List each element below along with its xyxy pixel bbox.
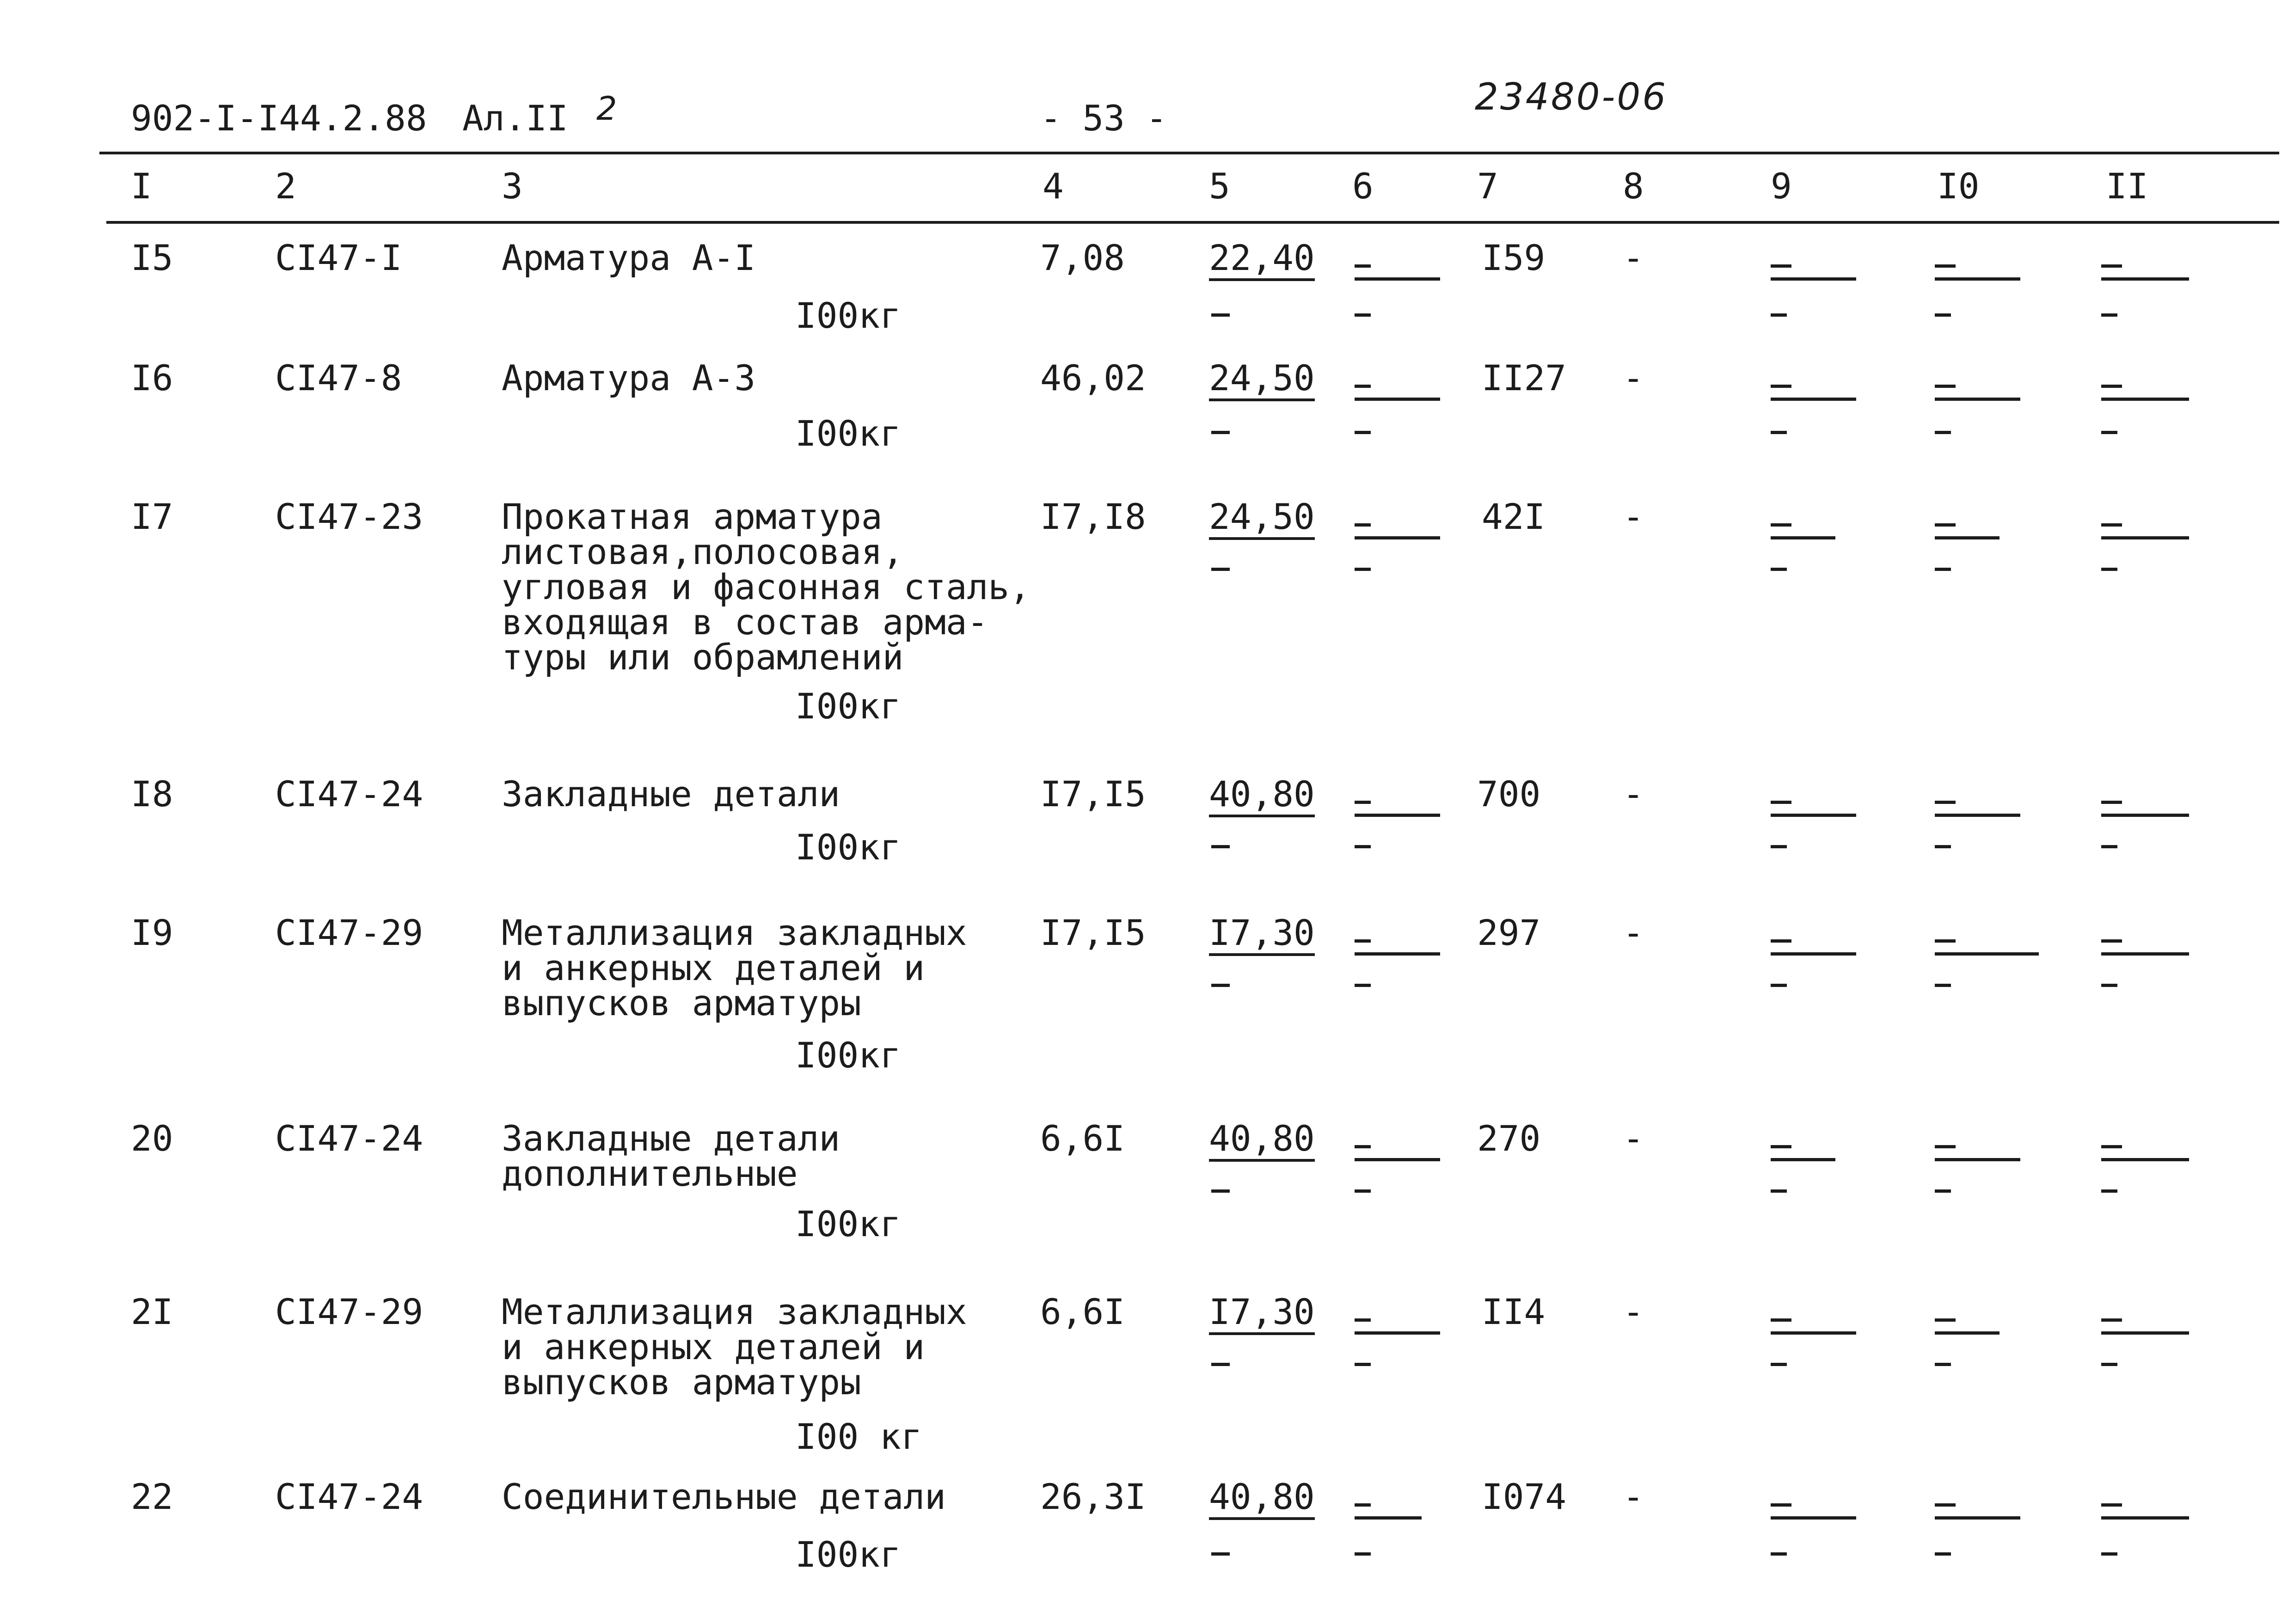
unit-price: 40,80 xyxy=(1209,777,1315,817)
col11-dash-bottom xyxy=(2101,431,2117,434)
col6-dash-top xyxy=(1355,1145,1371,1148)
col10-dash-top xyxy=(1935,523,1956,527)
col9-rule xyxy=(1771,536,1835,539)
col6-rule xyxy=(1355,1331,1440,1335)
col6-dash-top xyxy=(1355,939,1371,943)
col-header-5: 5 xyxy=(1209,165,1230,207)
norm-code: CI47-24 xyxy=(275,1118,423,1159)
col9-rule xyxy=(1771,1331,1856,1335)
col-header-3: 3 xyxy=(502,165,523,207)
col-header-8: 8 xyxy=(1623,165,1644,207)
col9-dash-bottom xyxy=(1771,313,1787,317)
col8-value: - xyxy=(1623,496,1644,537)
price-second-dash xyxy=(1211,568,1230,571)
col11-dash-top xyxy=(2101,801,2122,804)
col9-dash-top xyxy=(1771,523,1791,527)
col10-dash-bottom xyxy=(1935,984,1951,987)
col6-dash-bottom xyxy=(1355,568,1371,571)
price-second-dash xyxy=(1211,431,1230,434)
work-description: Металлизация закладных и анкерных деталей и выпусков арматуры xyxy=(502,1291,967,1403)
col11-dash-bottom xyxy=(2101,1189,2117,1193)
col9-dash-top xyxy=(1771,1503,1791,1507)
col6-rule xyxy=(1355,952,1440,956)
col6-dash-bottom xyxy=(1355,984,1371,987)
col9-rule xyxy=(1771,952,1856,956)
work-description: Закладные детали дополнительные xyxy=(502,1118,840,1194)
col11-dash-top xyxy=(2101,385,2122,388)
total-cost: 297 xyxy=(1477,912,1541,953)
col11-dash-top xyxy=(2101,264,2122,268)
col6-dash-top xyxy=(1355,385,1371,388)
col9-dash-top xyxy=(1771,264,1791,268)
col9-dash-bottom xyxy=(1771,984,1787,987)
col9-dash-top xyxy=(1771,385,1791,388)
unit-price: I7,30 xyxy=(1209,1294,1315,1335)
col6-dash-bottom xyxy=(1355,1552,1371,1556)
quantity: I7,I8 xyxy=(1040,496,1146,537)
col9-rule xyxy=(1771,1516,1856,1520)
total-cost: II4 xyxy=(1482,1291,1546,1332)
unit-label: I00кг xyxy=(795,413,901,454)
header-bottom-rule xyxy=(106,221,2279,224)
col11-rule xyxy=(2101,536,2189,539)
price-second-dash xyxy=(1211,1363,1230,1366)
col10-dash-top xyxy=(1935,939,1956,943)
unit-label: I00 кг xyxy=(795,1416,922,1457)
col11-rule xyxy=(2101,814,2189,817)
col11-dash-bottom xyxy=(2101,1363,2117,1366)
col10-dash-top xyxy=(1935,801,1956,804)
col6-dash-bottom xyxy=(1355,1363,1371,1366)
total-cost: 700 xyxy=(1477,773,1541,815)
col8-value: - xyxy=(1623,237,1644,278)
quantity: I7,I5 xyxy=(1040,912,1146,953)
col10-rule xyxy=(1935,814,2020,817)
price-second-dash xyxy=(1211,1552,1230,1556)
unit-label: I00кг xyxy=(795,827,901,868)
col8-value: - xyxy=(1623,357,1644,398)
col9-dash-top xyxy=(1771,1318,1791,1322)
work-description: Арматура А-3 xyxy=(502,357,756,398)
col8-value: - xyxy=(1623,1291,1644,1332)
col6-rule xyxy=(1355,398,1440,401)
quantity: 7,08 xyxy=(1040,237,1125,278)
norm-code: CI47-23 xyxy=(275,496,423,537)
col10-dash-bottom xyxy=(1935,568,1951,571)
page-number: - 53 - xyxy=(1040,98,1167,139)
header-top-rule xyxy=(99,152,2279,154)
col8-value: - xyxy=(1623,912,1644,953)
col-header-7: 7 xyxy=(1477,165,1498,207)
col11-dash-bottom xyxy=(2101,568,2117,571)
col10-rule xyxy=(1935,952,2039,956)
norm-code: CI47-8 xyxy=(275,357,402,398)
col11-rule xyxy=(2101,1331,2189,1335)
col11-dash-top xyxy=(2101,523,2122,527)
col9-dash-top xyxy=(1771,1145,1791,1148)
col6-rule xyxy=(1355,1516,1422,1520)
col11-rule xyxy=(2101,1516,2189,1520)
unit-price: 24,50 xyxy=(1209,361,1315,401)
archive-stamp: 23480-06 xyxy=(1475,75,1668,118)
col6-rule xyxy=(1355,277,1440,281)
col10-dash-top xyxy=(1935,1503,1956,1507)
col-header-6: 6 xyxy=(1352,165,1374,207)
unit-label: I00кг xyxy=(795,686,901,727)
col9-dash-bottom xyxy=(1771,1363,1787,1366)
col9-dash-bottom xyxy=(1771,568,1787,571)
price-second-dash xyxy=(1211,984,1230,987)
col9-dash-top xyxy=(1771,939,1791,943)
col10-dash-bottom xyxy=(1935,313,1951,317)
col9-rule xyxy=(1771,1158,1835,1161)
col10-dash-bottom xyxy=(1935,1363,1951,1366)
col9-dash-bottom xyxy=(1771,1552,1787,1556)
quantity: I7,I5 xyxy=(1040,773,1146,815)
col6-dash-bottom xyxy=(1355,431,1371,434)
col10-rule xyxy=(1935,536,2000,539)
col8-value: - xyxy=(1623,1476,1644,1517)
album-number: Ал.II xyxy=(462,98,568,139)
row-number: 22 xyxy=(131,1476,173,1517)
col10-dash-bottom xyxy=(1935,1552,1951,1556)
unit-label: I00кг xyxy=(795,1203,901,1244)
col11-dash-bottom xyxy=(2101,1552,2117,1556)
col8-value: - xyxy=(1623,773,1644,815)
col-header-4: 4 xyxy=(1043,165,1064,207)
col6-dash-bottom xyxy=(1355,845,1371,848)
col6-dash-top xyxy=(1355,1318,1371,1322)
total-cost: I074 xyxy=(1482,1476,1567,1517)
col11-rule xyxy=(2101,398,2189,401)
album-suffix: 2 xyxy=(596,90,619,128)
unit-price: 40,80 xyxy=(1209,1479,1315,1520)
col10-dash-bottom xyxy=(1935,845,1951,848)
col6-dash-top xyxy=(1355,523,1371,527)
total-cost: I59 xyxy=(1482,237,1546,278)
norm-code: CI47-29 xyxy=(275,912,423,953)
total-cost: II27 xyxy=(1482,357,1567,398)
work-description: Соединительные детали xyxy=(502,1476,946,1517)
quantity: 6,6I xyxy=(1040,1118,1125,1159)
col11-rule xyxy=(2101,277,2189,281)
col10-rule xyxy=(1935,1516,2020,1520)
col9-rule xyxy=(1771,398,1856,401)
col11-dash-bottom xyxy=(2101,984,2117,987)
quantity: 6,6I xyxy=(1040,1291,1125,1332)
col11-dash-top xyxy=(2101,1318,2122,1322)
work-description: Закладные детали xyxy=(502,773,840,815)
price-second-dash xyxy=(1211,313,1230,317)
col6-dash-top xyxy=(1355,1503,1371,1507)
col10-rule xyxy=(1935,277,2020,281)
row-number: I9 xyxy=(131,912,173,953)
row-number: 20 xyxy=(131,1118,173,1159)
norm-code: CI47-24 xyxy=(275,773,423,815)
total-cost: 42I xyxy=(1482,496,1546,537)
col8-value: - xyxy=(1623,1118,1644,1159)
col10-dash-bottom xyxy=(1935,431,1951,434)
unit-price: 40,80 xyxy=(1209,1121,1315,1162)
col6-rule xyxy=(1355,536,1440,539)
norm-code: CI47-24 xyxy=(275,1476,423,1517)
row-number: I7 xyxy=(131,496,173,537)
total-cost: 270 xyxy=(1477,1118,1541,1159)
col9-rule xyxy=(1771,277,1856,281)
col11-dash-bottom xyxy=(2101,845,2117,848)
col10-dash-top xyxy=(1935,385,1956,388)
price-second-dash xyxy=(1211,1189,1230,1193)
row-number: 2I xyxy=(131,1291,173,1332)
unit-label: I00кг xyxy=(795,295,901,336)
col9-dash-bottom xyxy=(1771,845,1787,848)
col9-rule xyxy=(1771,814,1856,817)
col-header-9: 9 xyxy=(1771,165,1792,207)
col10-rule xyxy=(1935,398,2020,401)
price-second-dash xyxy=(1211,845,1230,848)
unit-price: I7,30 xyxy=(1209,915,1315,956)
col-header-10: I0 xyxy=(1937,165,1980,207)
work-description: Прокатная арматура листовая,полосовая, угловая и фасонная сталь, входящая в состав арма- туры или обрамлений xyxy=(502,496,1030,678)
col10-dash-top xyxy=(1935,1318,1956,1322)
col11-dash-top xyxy=(2101,939,2122,943)
norm-code: CI47-29 xyxy=(275,1291,423,1332)
col-header-1: I xyxy=(131,165,152,207)
unit-label: I00кг xyxy=(795,1035,901,1076)
col6-dash-top xyxy=(1355,264,1371,268)
col6-dash-bottom xyxy=(1355,1189,1371,1193)
col10-dash-top xyxy=(1935,264,1956,268)
col10-dash-bottom xyxy=(1935,1189,1951,1193)
col11-rule xyxy=(2101,1158,2189,1161)
col6-rule xyxy=(1355,1158,1440,1161)
row-number: I8 xyxy=(131,773,173,815)
row-number: I6 xyxy=(131,357,173,398)
document-code: 902-I-I44.2.88 xyxy=(131,98,427,139)
col11-rule xyxy=(2101,952,2189,956)
col9-dash-top xyxy=(1771,801,1791,804)
quantity: 26,3I xyxy=(1040,1476,1146,1517)
norm-code: CI47-I xyxy=(275,237,402,278)
col10-rule xyxy=(1935,1158,2020,1161)
col6-rule xyxy=(1355,814,1440,817)
col9-dash-bottom xyxy=(1771,1189,1787,1193)
row-number: I5 xyxy=(131,237,173,278)
unit-label: I00кг xyxy=(795,1534,901,1575)
work-description: Металлизация закладных и анкерных деталей и выпусков арматуры xyxy=(502,912,967,1023)
col6-dash-top xyxy=(1355,801,1371,804)
col-header-11: II xyxy=(2106,165,2148,207)
col10-rule xyxy=(1935,1331,2000,1335)
col-header-2: 2 xyxy=(275,165,296,207)
col11-dash-top xyxy=(2101,1503,2122,1507)
col11-dash-bottom xyxy=(2101,313,2117,317)
col6-dash-bottom xyxy=(1355,313,1371,317)
col9-dash-bottom xyxy=(1771,431,1787,434)
col10-dash-top xyxy=(1935,1145,1956,1148)
work-description: Арматура А-I xyxy=(502,237,756,278)
unit-price: 22,40 xyxy=(1209,240,1315,281)
col11-dash-top xyxy=(2101,1145,2122,1148)
quantity: 46,02 xyxy=(1040,357,1146,398)
unit-price: 24,50 xyxy=(1209,499,1315,540)
